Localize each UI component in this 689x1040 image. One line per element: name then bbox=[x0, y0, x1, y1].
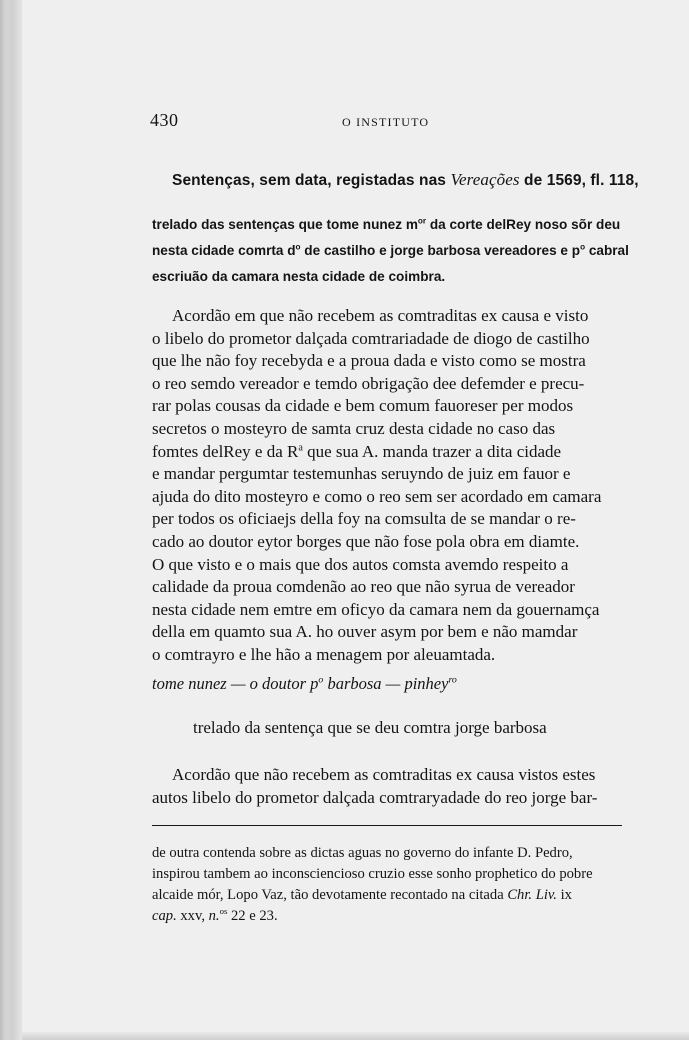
text-line: e mandar pergumtar testemunhas seruyndo de juiz em fauor e bbox=[152, 464, 571, 484]
text-line: o comtrayro e lhe hão a menagem por aleuamtada. bbox=[152, 644, 496, 664]
running-title: O INSTITUTO bbox=[342, 115, 430, 129]
intro-line: nesta cidade comrta $d^o$ de castilho e jorge barbosa vereadores e $p^o$ cabral bbox=[152, 242, 629, 258]
section-subheading: trelado da sentença que se deu comtra jorge barbosa bbox=[193, 718, 547, 737]
text-line: calidade da proua comdenão ao reo que não syrua de vereador bbox=[152, 577, 575, 597]
page-bottom-edge bbox=[22, 1032, 689, 1040]
text-line: o libelo do prometor dalçada comtrariadade de diogo de castilho bbox=[152, 328, 590, 348]
footnote-line: alcaide mór, Lopo Vaz, tão devotamente recontado na citada Chr. Liv. ix bbox=[152, 887, 572, 903]
book-page-edge bbox=[0, 0, 23, 1040]
paragraph-2 bbox=[152, 764, 626, 809]
intro-line: trelado das sentenças que tome nunez $m^{or}$ da corte delRey noso sõr deu bbox=[152, 216, 621, 232]
signature-line: tome nunez — o doutor $p^o$ barbosa — pinhey$^{ro}$ bbox=[152, 674, 457, 693]
text-line: O que visto e o mais que dos autos comsta avemdo respeito a bbox=[152, 554, 569, 574]
footnote-divider bbox=[152, 825, 622, 826]
text-line: autos libelo do prometor dalçada comtraryadade do reo jorge bar- bbox=[152, 787, 598, 807]
text-line: della em quamto sua A. ho ouver asym por bem e não mamdar bbox=[152, 622, 578, 642]
title-italic: Vereações bbox=[450, 170, 520, 189]
footnote-line: de outra contenda sobre as dictas aguas no governo do infante D. Pedro, bbox=[152, 845, 573, 861]
document-title: Sentenças, sem data, registadas nas Vereações de 1569, fl. 118, bbox=[172, 170, 639, 189]
footnote bbox=[152, 843, 626, 927]
document-intro bbox=[152, 212, 628, 290]
text-line: que lhe não foy recebyda e a proua dada e visto como se mostra bbox=[152, 351, 586, 371]
text-line: ajuda do dito mosteyro e como o reo sem ser acordado em camara bbox=[152, 486, 602, 506]
text-line: fomtes delRey e da $R^a$ que sua A. manda trazer a dita cidade bbox=[152, 441, 562, 461]
footnote-line: inspirou tambem ao inconscienciosо cruzio esse sonho prophetico do pobre bbox=[152, 866, 593, 882]
text-line: secretos o mosteyro de samta cruz desta cidade no caso das bbox=[152, 418, 556, 438]
text-line: Acordão em que não recebem as comtraditas ex causa e visto bbox=[172, 306, 589, 325]
text-line: o reo semdo vereador e temdo obrigação dee defemder e precu- bbox=[152, 373, 585, 393]
text-line: nesta cidade nem emtre em oficyo da camara nem da gouernamça bbox=[152, 599, 600, 619]
text-line: per todos os oficiaejs della foy na comsulta de se mandar o re- bbox=[152, 509, 576, 529]
text-line: cado ao doutor eytor borges que não fose pola obra em diamte. bbox=[152, 531, 580, 551]
text-line: rar polas cousas da cidade e bem comum fauoreser per modos bbox=[152, 396, 574, 416]
paragraph-1 bbox=[152, 305, 626, 667]
page-number: 430 bbox=[150, 110, 179, 130]
page-header bbox=[150, 110, 625, 134]
intro-line: escriuão da camara nesta cidade de coimbra. bbox=[152, 269, 446, 284]
footnote-line: cap. xxv, n.$^{os}$ 22 e 23. bbox=[152, 906, 278, 924]
text-line: Acordão que não recebem as comtraditas ex causa vistos estes bbox=[172, 765, 596, 784]
